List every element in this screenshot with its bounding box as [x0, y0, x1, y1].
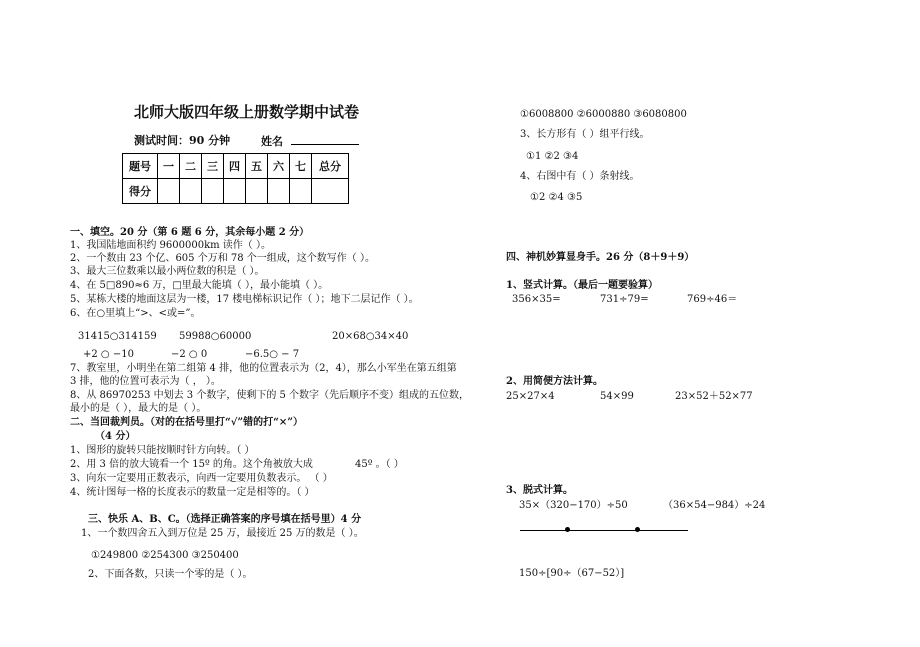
judge-1: 1、图形的旋转只能按顺时针方向转。（ ） — [70, 445, 255, 456]
calc-2c: 23×52＋52×77 — [675, 391, 753, 402]
question-1-8-line2: 最小的是（ ），最大的是（ ）。 — [70, 403, 207, 414]
score-cell-6: 六 — [268, 154, 290, 179]
calc-3b: （36×54−984）÷24 — [663, 500, 766, 511]
calc-3a: 35×（320−170）÷50 — [519, 500, 628, 511]
part-3-title: 3、脱式计算。 — [506, 485, 573, 496]
part-1-title: 1、竖式计算。（最后一题要验算） — [506, 280, 658, 291]
score-input-1[interactable] — [158, 179, 180, 204]
question-1-7-line1: 7、教室里，小明坐在第二组第 4 排，他的位置表示为（2，4），那么小军坐在第五组第 — [70, 363, 457, 374]
score-cell-3: 三 — [202, 154, 224, 179]
compare-a: 31415○314159 — [78, 331, 157, 342]
score-input-7[interactable] — [290, 179, 312, 204]
score-input-4[interactable] — [224, 179, 246, 204]
name-blank[interactable] — [291, 134, 359, 145]
choice-4: 4、右图中有（ ）条射线。 — [520, 171, 640, 182]
part-2-title: 2、用简便方法计算。 — [506, 376, 603, 387]
ray-figure-point-right — [635, 527, 640, 532]
judge-2b: 45º 。（ ） — [355, 459, 404, 470]
calc-3c: 150÷[90÷（67−52）] — [519, 568, 625, 579]
calc-2a: 25×27×4 — [506, 391, 555, 402]
compare-b: 59988○60000 — [179, 331, 252, 342]
choice-2-options: ①6008800 ②6000880 ③6080800 — [520, 109, 687, 120]
judge-2a: 2、用 3 倍的放大镜看一个 15º 的角。这个角被放大成 — [70, 459, 313, 470]
test-time-label: 测试时间：90 分钟 — [134, 134, 231, 147]
score-cell-5: 五 — [246, 154, 268, 179]
section-2-title: 二、当回裁判员。（对的在括号里打“√”错的打“×”） — [70, 417, 303, 428]
compare-f: −6.5○ − 7 — [245, 349, 300, 360]
score-cell-4: 四 — [224, 154, 246, 179]
section-2-score: （4 分） — [95, 431, 136, 442]
score-table-score-row — [123, 179, 349, 204]
question-1-3: 3、最大三位数乘以最小两位数的积是（ ）。 — [70, 266, 265, 277]
score-input-3[interactable] — [202, 179, 224, 204]
score-cell-2: 二 — [180, 154, 202, 179]
page-title: 北师大版四年级上册数学期中试卷 — [134, 103, 360, 121]
score-table-header-row — [123, 154, 349, 179]
compare-c: 20×68○34×40 — [332, 331, 409, 342]
question-1-2: 2、一个数由 23 个亿、605 个万和 78 个一组成，这个数写作（ ）。 — [70, 253, 375, 264]
section-4-title: 四、神机妙算显身手。26 分（8＋9＋9） — [506, 252, 695, 263]
choice-3-options: ①1 ②2 ③4 — [526, 151, 579, 162]
judge-4: 4、统计图每一格的长度表示的数量一定是相等的。（ ） — [70, 487, 315, 498]
choice-3: 3、长方形有（ ）组平行线。 — [520, 129, 650, 140]
choice-2: 2、下面各数，只读一个零的是（ ）。 — [88, 569, 253, 580]
name-field[interactable] — [261, 134, 359, 148]
compare-d: +2 ○ −10 — [83, 349, 134, 360]
choice-1: 1、一个数四舍五入到万位是 25 万，最接近 25 万的数是（ ）。 — [81, 528, 364, 539]
section-1-title: 一、填空。20 分（第 6 题 6 分，其余每小题 2 分） — [70, 227, 310, 238]
score-cell-1: 一 — [158, 154, 180, 179]
score-input-6[interactable] — [268, 179, 290, 204]
score-cell-label: 题号 — [123, 154, 158, 179]
question-1-5: 5、某栋大楼的地面这层为一楼，17 楼电梯标识记作（ ）；地下二层记作（ ）。 — [70, 294, 419, 305]
question-1-4: 4、在 5□890≈6 万，□里最大能填（ ），最小能填（ ）。 — [70, 280, 329, 291]
score-input-total[interactable] — [312, 179, 349, 204]
ray-figure-line — [520, 530, 688, 531]
choice-1-options: ①249800 ②254300 ③250400 — [91, 550, 239, 561]
score-cell-total: 总分 — [312, 154, 349, 179]
question-1-6: 6、在○里填上“>、<或=”。 — [70, 308, 201, 319]
question-1-8-line1: 8、从 86970253 中划去 3 个数字，使剩下的 5 个数字（先后顺序不变）组成的五位数， — [70, 390, 470, 401]
score-input-5[interactable] — [246, 179, 268, 204]
judge-3: 3、向东一定要用正数表示，向西一定要用负数表示。 （ ） — [70, 473, 333, 484]
calc-2b: 54×99 — [600, 391, 634, 402]
question-1-7-line2: 3 排，他的位置可表示为（ ， ）。 — [70, 376, 221, 387]
compare-e: −2 ○ 0 — [171, 349, 208, 360]
section-3-title: 三、快乐 A、B、C。（选择正确答案的序号填在括号里）4 分 — [88, 514, 362, 525]
score-input-2[interactable] — [180, 179, 202, 204]
question-1-1: 1、我国陆地面积约 9600000km 读作（ ）。 — [70, 240, 271, 251]
name-label: 姓名 — [261, 135, 283, 148]
calc-1c: 769÷46＝ — [687, 294, 738, 305]
choice-4-options: ①2 ②4 ③5 — [530, 192, 583, 203]
ray-figure-point-left — [565, 527, 570, 532]
score-cell-7: 七 — [290, 154, 312, 179]
score-row-label: 得分 — [123, 179, 158, 204]
calc-1a: 356×35= — [512, 294, 561, 305]
score-table — [122, 153, 349, 204]
calc-1b: 731÷79= — [600, 294, 649, 305]
